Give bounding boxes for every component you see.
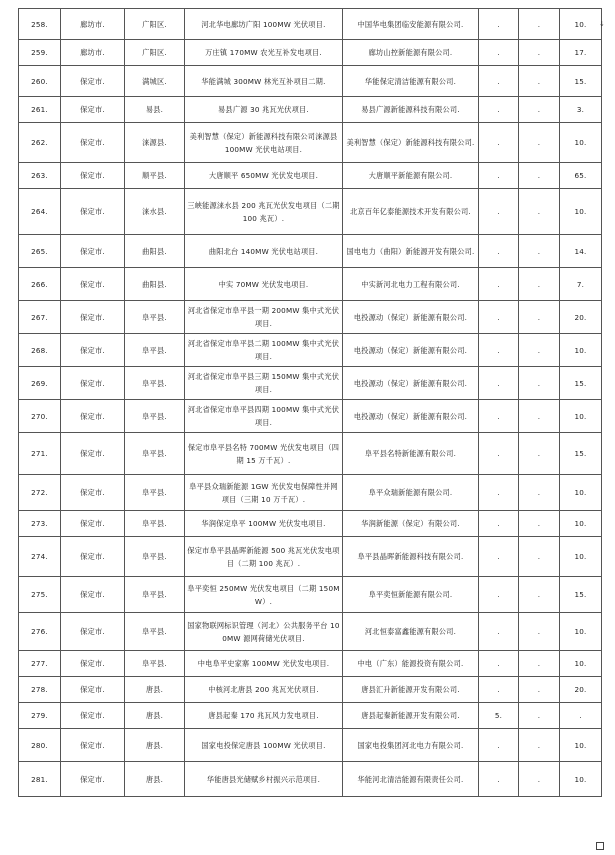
column7-cell: . [519,163,560,189]
project-name-cell: 阜平奕恒 250MW 光伏发电项目（二期 150MW）. [185,577,343,613]
city-cell: 保定市. [61,433,125,475]
column7-cell: . [519,703,560,729]
project-name-cell: 国家电投保定唐县 100MW 光伏项目. [185,729,343,762]
company-cell: 廊坊山控新能源有限公司. [343,40,479,66]
column6-cell: . [479,163,519,189]
company-cell: 河北恒泰富鑫能源有限公司. [343,613,479,651]
column7-cell: . [519,97,560,123]
county-cell: 唐县. [125,703,185,729]
column6-cell: . [479,123,519,163]
company-cell: 国家电投集团河北电力有限公司. [343,729,479,762]
column7-cell: . [519,400,560,433]
company-cell: 阜平县名特新能源有限公司. [343,433,479,475]
row-number: 264. [19,189,61,235]
row-number: 267. [19,301,61,334]
project-name-cell: 中核河北唐县 200 兆瓦光伏项目. [185,677,343,703]
table-body [19,9,602,797]
column6-cell: . [479,577,519,613]
project-name-cell: 河北华电廊坊广阳 100MW 光伏项目. [185,9,343,40]
county-cell: 曲阳县. [125,268,185,301]
city-cell: 保定市. [61,729,125,762]
county-cell: 唐县. [125,677,185,703]
row-number: 279. [19,703,61,729]
table-row [19,703,602,729]
company-cell: 电投源动（保定）新能源有限公司. [343,367,479,400]
table-row [19,189,602,235]
row-number: 273. [19,511,61,537]
project-name-cell: 华润保定阜平 100MW 光伏发电项目. [185,511,343,537]
city-cell: 保定市. [61,163,125,189]
table-row [19,334,602,367]
project-name-cell: 河北省保定市阜平县四期 100MW 集中式光伏项目. [185,400,343,433]
city-cell: 保定市. [61,475,125,511]
row-number: 262. [19,123,61,163]
county-cell: 阜平县. [125,367,185,400]
company-cell: 唐县起秦新能源开发有限公司. [343,703,479,729]
county-cell: 阜平县. [125,511,185,537]
city-cell: 保定市. [61,511,125,537]
row-number: 280. [19,729,61,762]
project-name-cell: 河北省保定市阜平县三期 150MW 集中式光伏项目. [185,367,343,400]
project-name-cell: 华能满城 300MW 林光互补项目二期. [185,66,343,97]
county-cell: 阜平县. [125,577,185,613]
project-name-cell: 大唐顺平 650MW 光伏发电项目. [185,163,343,189]
capacity-cell: 7. [560,268,602,301]
county-cell: 唐县. [125,729,185,762]
row-end-mark: ↓ [599,20,605,28]
column6-cell: . [479,268,519,301]
table-row [19,9,602,40]
column7-cell: . [519,40,560,66]
column6-cell: . [479,97,519,123]
county-cell: 广阳区. [125,9,185,40]
column6-cell: . [479,400,519,433]
column7-cell: . [519,651,560,677]
column7-cell: . [519,123,560,163]
county-cell: 阜平县. [125,537,185,577]
row-number: 272. [19,475,61,511]
capacity-cell: 10. [560,9,602,40]
company-cell: 阜平奕恒新能源有限公司. [343,577,479,613]
city-cell: 保定市. [61,235,125,268]
city-cell: 廊坊市. [61,9,125,40]
project-table [18,8,602,797]
city-cell: 保定市. [61,367,125,400]
project-name-cell: 华能唐县光储赋乡村振兴示范项目. [185,762,343,797]
company-cell: 易县广源新能源科技有限公司. [343,97,479,123]
capacity-cell: 10. [560,729,602,762]
city-cell: 保定市. [61,334,125,367]
county-cell: 广阳区. [125,40,185,66]
city-cell: 廊坊市. [61,40,125,66]
company-cell: 中实新河北电力工程有限公司. [343,268,479,301]
county-cell: 阜平县. [125,334,185,367]
project-name-cell: 曲阳北台 140MW 光伏电站项目. [185,235,343,268]
project-name-cell: 阜平县众瑞新能源 1GW 光伏发电保障性并网项目（三期 10 万千瓦）. [185,475,343,511]
capacity-cell: 20. [560,301,602,334]
column7-cell: . [519,268,560,301]
column6-cell: . [479,40,519,66]
company-cell: 大唐顺平新能源有限公司. [343,163,479,189]
project-name-cell: 美利智慧（保定）新能源科技有限公司涞源县 100MW 光伏电站项目. [185,123,343,163]
column7-cell: . [519,677,560,703]
project-name-cell: 中电阜平史家寨 100MW 光伏发电项目. [185,651,343,677]
capacity-cell: 10. [560,613,602,651]
city-cell: 保定市. [61,97,125,123]
column6-cell: . [479,301,519,334]
column7-cell: . [519,762,560,797]
column6-cell: . [479,537,519,577]
city-cell: 保定市. [61,301,125,334]
column6-cell: . [479,511,519,537]
table-row [19,511,602,537]
project-name-cell: 易县广源 30 兆瓦光伏项目. [185,97,343,123]
column6-cell: . [479,189,519,235]
city-cell: 保定市. [61,400,125,433]
capacity-cell: 10. [560,334,602,367]
column6-cell: . [479,235,519,268]
row-number: 269. [19,367,61,400]
table-row [19,433,602,475]
capacity-cell: 15. [560,577,602,613]
column7-cell: . [519,537,560,577]
column6-cell: . [479,367,519,400]
row-number: 275. [19,577,61,613]
column6-cell: . [479,475,519,511]
capacity-cell: 10. [560,762,602,797]
project-name-cell: 唐县起秦 170 兆瓦风力发电项目. [185,703,343,729]
row-number: 268. [19,334,61,367]
row-number: 263. [19,163,61,189]
capacity-cell: 15. [560,367,602,400]
company-cell: 中电（广东）能源投资有限公司. [343,651,479,677]
capacity-cell: . [560,703,602,729]
table-row [19,235,602,268]
company-cell: 北京百年亿泰能源技术开发有限公司. [343,189,479,235]
county-cell: 涞源县. [125,123,185,163]
table-row [19,651,602,677]
capacity-cell: 10. [560,511,602,537]
row-number: 277. [19,651,61,677]
column6-cell: . [479,613,519,651]
county-cell: 易县. [125,97,185,123]
column6-cell: . [479,433,519,475]
table-row [19,677,602,703]
capacity-cell: 14. [560,235,602,268]
county-cell: 阜平县. [125,475,185,511]
column7-cell: . [519,9,560,40]
company-cell: 美利智慧（保定）新能源科技有限公司. [343,123,479,163]
city-cell: 保定市. [61,677,125,703]
table-row [19,400,602,433]
county-cell: 阜平县. [125,400,185,433]
capacity-cell: 10. [560,400,602,433]
table-row [19,537,602,577]
row-number: 281. [19,762,61,797]
row-number: 260. [19,66,61,97]
project-name-cell: 三峡能源涞水县 200 兆瓦光伏发电项目（二期 100 兆瓦）. [185,189,343,235]
county-cell: 曲阳县. [125,235,185,268]
column6-cell: 5. [479,703,519,729]
capacity-cell: 20. [560,677,602,703]
city-cell: 保定市. [61,762,125,797]
column6-cell: . [479,66,519,97]
company-cell: 华润新能源（保定）有限公司. [343,511,479,537]
project-name-cell: 保定市阜平县晶晖新能源 500 兆瓦光伏发电项目（二期 100 兆瓦）. [185,537,343,577]
row-number: 274. [19,537,61,577]
capacity-cell: 10. [560,537,602,577]
project-name-cell: 国家物联网标识管理（河北）公共服务平台 100MW 源网荷储光伏项目. [185,613,343,651]
capacity-cell: 15. [560,433,602,475]
column6-cell: . [479,9,519,40]
county-cell: 阜平县. [125,613,185,651]
row-number: 258. [19,9,61,40]
project-name-cell: 中实 70MW 光伏发电项目. [185,268,343,301]
table-row [19,163,602,189]
project-name-cell: 保定市阜平县名特 700MW 光伏发电项目（四期 15 万千瓦）. [185,433,343,475]
table-row [19,475,602,511]
company-cell: 阜平众瑞新能源有限公司. [343,475,479,511]
row-number: 278. [19,677,61,703]
column7-cell: . [519,189,560,235]
column6-cell: . [479,677,519,703]
table-row [19,40,602,66]
row-number: 259. [19,40,61,66]
county-cell: 满城区. [125,66,185,97]
city-cell: 保定市. [61,189,125,235]
column7-cell: . [519,301,560,334]
city-cell: 保定市. [61,537,125,577]
row-number: 276. [19,613,61,651]
company-cell: 国电电力（曲阳）新能源开发有限公司. [343,235,479,268]
table-row [19,97,602,123]
column7-cell: . [519,577,560,613]
company-cell: 电投源动（保定）新能源有限公司. [343,400,479,433]
county-cell: 唐县. [125,762,185,797]
city-cell: 保定市. [61,577,125,613]
company-cell: 中国华电集团临安能源有限公司. [343,9,479,40]
column7-cell: . [519,367,560,400]
table-row [19,729,602,762]
county-cell: 涞水县. [125,189,185,235]
project-name-cell: 万庄镇 170MW 农光互补发电项目. [185,40,343,66]
row-number: 261. [19,97,61,123]
capacity-cell: 10. [560,123,602,163]
column6-cell: . [479,729,519,762]
column6-cell: . [479,334,519,367]
capacity-cell: 10. [560,475,602,511]
county-cell: 阜平县. [125,651,185,677]
column7-cell: . [519,511,560,537]
row-number: 270. [19,400,61,433]
column7-cell: . [519,613,560,651]
table-row [19,367,602,400]
capacity-cell: 17. [560,40,602,66]
table-row [19,268,602,301]
city-cell: 保定市. [61,123,125,163]
capacity-cell: 10. [560,651,602,677]
table-row [19,66,602,97]
company-cell: 电投源动（保定）新能源有限公司. [343,301,479,334]
city-cell: 保定市. [61,651,125,677]
table-row [19,613,602,651]
capacity-cell: 15. [560,66,602,97]
column6-cell: . [479,762,519,797]
row-number: 266. [19,268,61,301]
column7-cell: . [519,235,560,268]
county-cell: 阜平县. [125,301,185,334]
city-cell: 保定市. [61,66,125,97]
city-cell: 保定市. [61,703,125,729]
row-number: 271. [19,433,61,475]
city-cell: 保定市. [61,268,125,301]
row-number: 265. [19,235,61,268]
column7-cell: . [519,334,560,367]
table-row [19,301,602,334]
column7-cell: . [519,475,560,511]
project-name-cell: 河北省保定市阜平县二期 100MW 集中式光伏项目. [185,334,343,367]
capacity-cell: 65. [560,163,602,189]
capacity-cell: 3. [560,97,602,123]
city-cell: 保定市. [61,613,125,651]
capacity-cell: 10. [560,189,602,235]
project-name-cell: 河北省保定市阜平县一期 200MW 集中式光伏项目. [185,301,343,334]
company-cell: 华能河北清洁能源有限责任公司. [343,762,479,797]
column7-cell: . [519,729,560,762]
table-row [19,123,602,163]
table-row [19,762,602,797]
company-cell: 阜平县晶晖新能源科技有限公司. [343,537,479,577]
column6-cell: . [479,651,519,677]
company-cell: 华能保定清洁能源有限公司. [343,66,479,97]
company-cell: 唐县汇升新能源开发有限公司. [343,677,479,703]
county-cell: 顺平县. [125,163,185,189]
page-corner-marker [596,842,604,850]
column7-cell: . [519,66,560,97]
table-row [19,577,602,613]
company-cell: 电投源动（保定）新能源有限公司. [343,334,479,367]
county-cell: 阜平县. [125,433,185,475]
column7-cell: . [519,433,560,475]
